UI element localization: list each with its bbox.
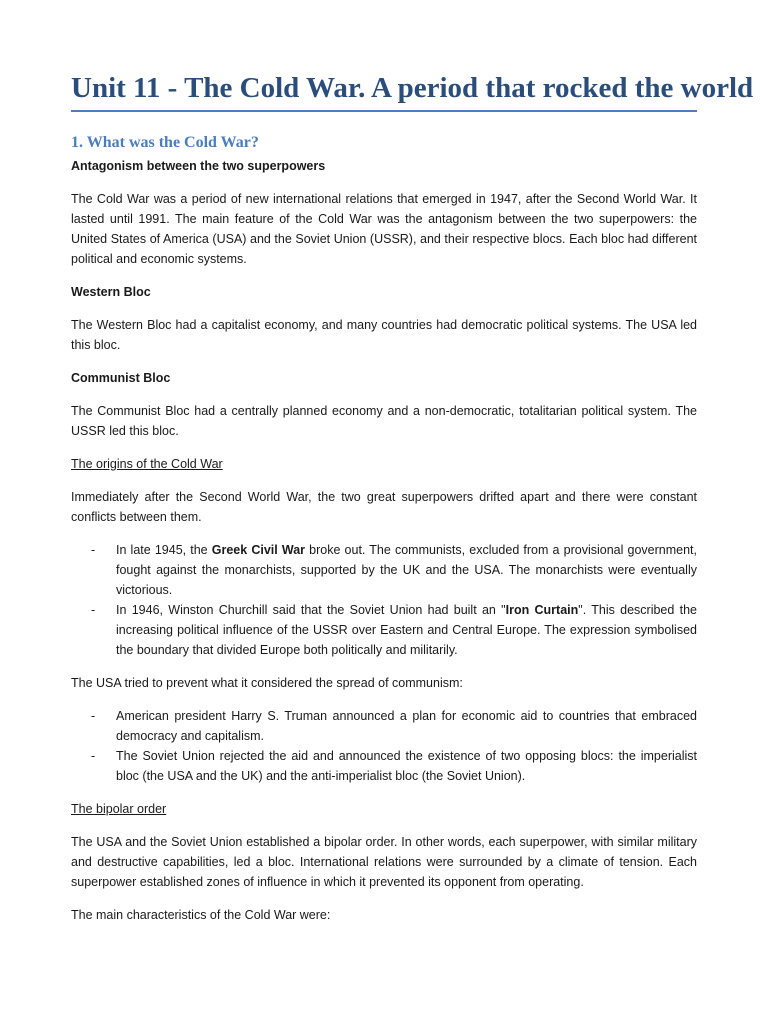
paragraph-western-bloc: The Western Bloc had a capitalist economy, and many countries had democratic political systems. The USA led this bloc.	[71, 318, 697, 352]
subheading-communist-bloc: Communist Bloc	[71, 371, 171, 385]
subheading-antagonism: Antagonism between the two superpowers	[71, 159, 326, 173]
paragraph-communist-bloc: The Communist Bloc had a centrally planned economy and a non-democratic, totalitarian political system. The USSR led this bloc.	[71, 404, 697, 438]
heading-origins: The origins of the Cold War	[71, 457, 223, 471]
paragraph-bipolar-order: The USA and the Soviet Union established a bipolar order. In other words, each superpower, with similar military and destructive capabilities, led a bloc. International relations were surrounded by a climate of tension. Each superpower established zones of influence in which it prevented its opponent from operating.	[71, 835, 697, 889]
section-heading: 1. What was the Cold War?	[71, 134, 259, 151]
usa-list	[71, 706, 697, 786]
list-item-text: In late 1945, the	[116, 543, 212, 557]
list-item-text: American president Harry S. Truman announced a plan for economic aid to countries that embraced democracy and capitalism.	[116, 709, 697, 743]
paragraph-intro: The Cold War was a period of new international relations that emerged in 1947, after the Second World War. It lasted until 1991. The main feature of the Cold War was the antagonism between the two superpowers: the United States of America (USA) and the Soviet Union (USSR), and their respective blocs. Each bloc had different political and economic systems.	[71, 192, 697, 266]
list-item	[71, 746, 697, 786]
list-item-text: In 1946, Winston Churchill said that the Soviet Union had built an "	[116, 603, 506, 617]
heading-bipolar-order: The bipolar order	[71, 802, 167, 816]
bullet-marker: -	[91, 709, 96, 723]
list-item-text: ". This described the increasing political influence of the USSR over Eastern and Central Europe. The expression symbolised the boundary that divided Europe both politically and militarily.	[116, 603, 697, 657]
list-item	[71, 706, 697, 746]
list-item	[71, 540, 697, 600]
bullet-marker: -	[91, 603, 96, 617]
paragraph-usa: The USA tried to prevent what it considered the spread of communism:	[71, 676, 463, 690]
term-iron-curtain: Iron Curtain	[505, 603, 579, 617]
paragraph-characteristics: The main characteristics of the Cold War were:	[71, 908, 331, 922]
page-title: Unit 11 - The Cold War. A period that rocked the world	[71, 68, 697, 112]
term-greek-civil-war: Greek Civil War	[211, 543, 306, 557]
origins-list	[71, 540, 697, 660]
bullet-marker: -	[91, 543, 96, 557]
subheading-western-bloc: Western Bloc	[71, 285, 151, 299]
list-item	[71, 600, 697, 660]
list-item-text: broke out. The communists, excluded from a provisional government, fought against the monarchists, supported by the UK and the USA. The monarchists were eventually victorious.	[116, 543, 697, 597]
paragraph-origins: Immediately after the Second World War, the two great superpowers drifted apart and there were constant conflicts between them.	[71, 490, 697, 524]
bullet-marker: -	[91, 749, 96, 763]
list-item-text: The Soviet Union rejected the aid and announced the existence of two opposing blocs: the imperialist bloc (the USA and the UK) and the anti-imperialist bloc (the Soviet Union).	[116, 749, 697, 783]
